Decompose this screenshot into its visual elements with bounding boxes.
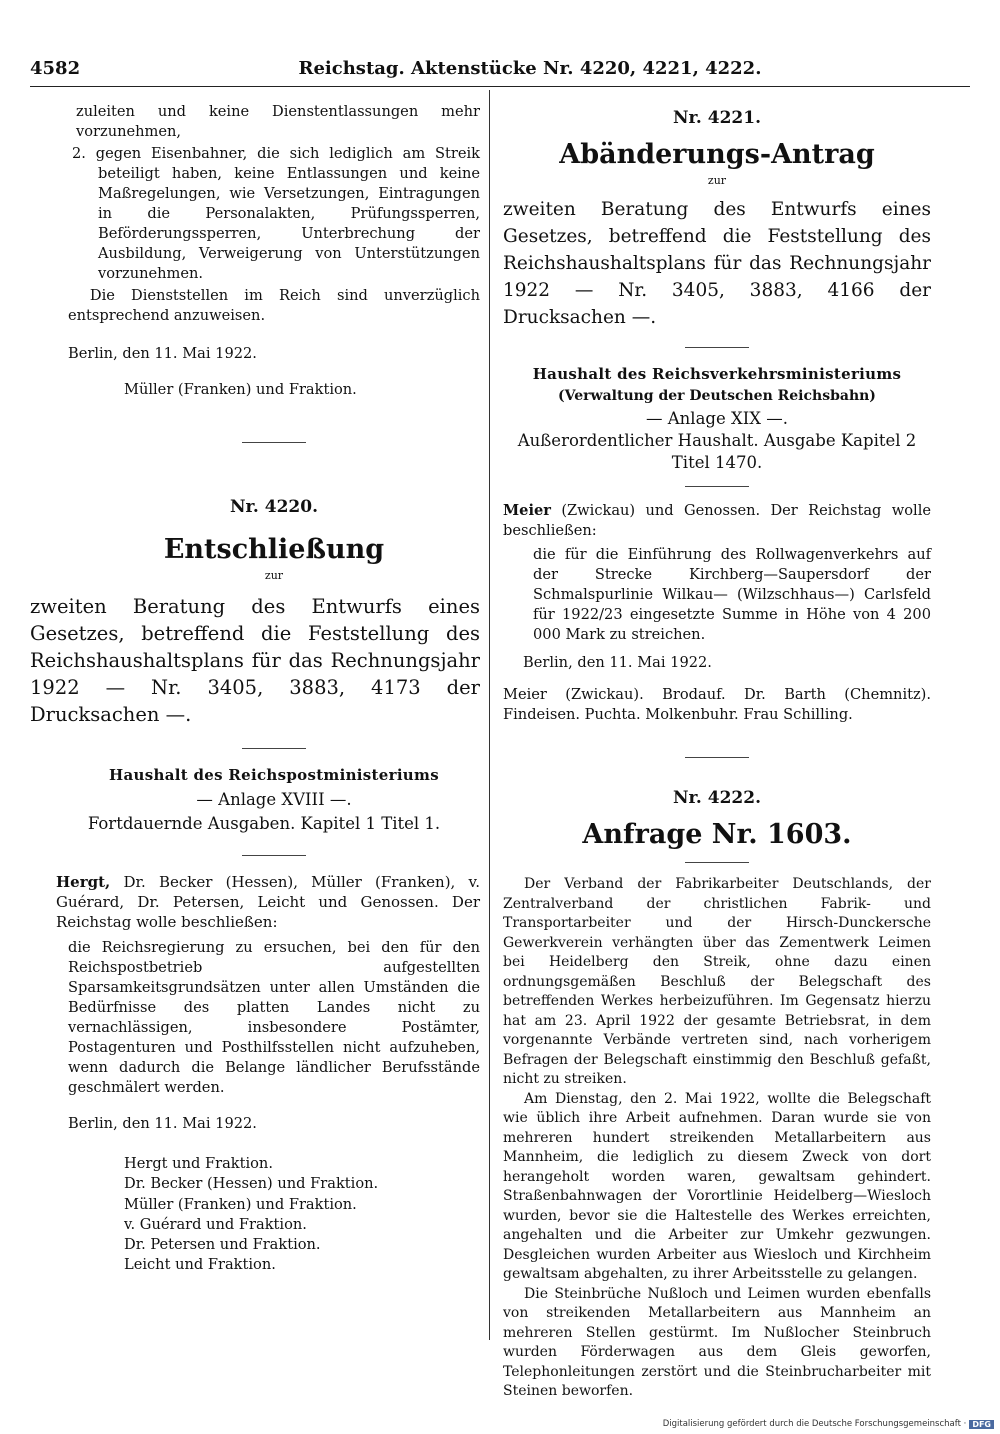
signatories-list bbox=[68, 1154, 480, 1276]
separator-rule bbox=[242, 748, 306, 749]
doc-number: Nr. 4221. bbox=[672, 108, 761, 128]
left-column bbox=[30, 102, 480, 1276]
section-subheading: (Verwaltung der Deutschen Reichsbahn) bbox=[558, 388, 876, 404]
inquiry-paragraph: Der Verband der Fabrikarbeiter Deutschlands, der Zentralverband der christlichen Fabrik- und Transportarbeiter und der Hirsch-Dunckersche Gewerkverein verhängten über das Zementwerk Leimen bei Heidelberg den Streik, ohne dazu einen ordnungsgemäßen Beschluß der Belegschaft des betreffenden Werkes herbeizuführen. Im Gegensatz hierzu hat am 23. April 1922 der gesamte Betriebsrat, in dem vorgenannte Verbände vertreten sind, nach vorherigem Befragen der Belegschaft einstimmig den Beschluß gefaßt, nicht zu streiken. bbox=[503, 876, 931, 1087]
zur-label: zur bbox=[264, 569, 284, 582]
column-rule bbox=[489, 90, 490, 1340]
doc-number: Nr. 4220. bbox=[229, 497, 318, 517]
signatory: Dr. Petersen und Fraktion. bbox=[124, 1236, 321, 1254]
separator-rule bbox=[685, 486, 749, 487]
doc-number: Nr. 4222. bbox=[672, 788, 761, 808]
anlage-label: — Anlage XIX —. bbox=[646, 409, 788, 428]
section-heading: Haushalt des Reichsverkehrsministeriums bbox=[532, 365, 902, 383]
footer-text: Digitalisierung gefördert durch die Deutsche Forschungsgemeinschaft · bbox=[662, 1419, 967, 1429]
page-number: 4582 bbox=[30, 58, 81, 79]
footer-credit bbox=[663, 1419, 994, 1429]
separator-rule bbox=[685, 757, 749, 758]
list-item-2: 2. gegen Eisenbahner, die sich lediglich am Streik beteiligt haben, keine Entlassungen und keine Maßregelungen, wie Versetzungen, Eintragungen in die Personalakten, Prüfungssperren, Beförderungssperren, Unterbrechung der Ausbildung, Verweigerung von Unterstützungen vorzunehmen. bbox=[72, 145, 480, 282]
ausgaben-line: Fortdauernde Ausgaben. Kapitel 1 Titel 1. bbox=[87, 814, 441, 833]
separator-rule bbox=[242, 442, 306, 443]
movers-line bbox=[56, 872, 480, 932]
right-column bbox=[503, 102, 931, 1402]
date-line: Berlin, den 11. Mai 1922. bbox=[523, 654, 712, 671]
running-title: Reichstag. Aktenstücke Nr. 4220, 4221, 4222. bbox=[298, 58, 762, 79]
motion-text: die für die Einführung des Rollwagenverkehrs auf der Strecke Kirchberg—Saupersdorf der Schmalspurlinie Wilkau— (Wilzschhaus—) Carlsfeld für 1922/23 eingesetzte Summe in Höhe von 4 200 000 Mark zu streichen. bbox=[533, 546, 931, 643]
date-line: Berlin, den 11. Mai 1922. bbox=[68, 1115, 257, 1132]
header-rule bbox=[30, 86, 970, 87]
signatory: Hergt und Fraktion. bbox=[124, 1155, 273, 1172]
page-header bbox=[30, 58, 970, 84]
separator-rule bbox=[242, 855, 306, 856]
inquiry-paragraph: Am Dienstag, den 2. Mai 1922, wollte die Belegschaft wie üblich ihre Arbeit aufnehmen. Daran wurde sie von mehreren hundert streikenden Metallarbeitern aus Mannheim, die lediglich zu diesem Zweck von dort herangeholt worden waren, gewaltsam gehindert. Straßenbahnwagen der Vorortlinie Heidelberg—Wiesloch wurden, bevor sie die Haltestelle des Werkes erreichten, angehalten und die Arbeiter zur Umkehr gezwungen. Desgleichen wurden Arbeiter aus Wiesloch und Kirchheim gewaltsam abgehalten, zu ihrer Arbeitsstelle zu gelangen. bbox=[503, 1090, 931, 1282]
separator-rule bbox=[685, 347, 749, 348]
doc-title: Anfrage Nr. 1603. bbox=[582, 819, 852, 850]
dfg-logo: DFG bbox=[969, 1420, 994, 1429]
resolution-text: die Reichsregierung zu ersuchen, bei den für den Reichspostbetrieb aufgestellten Sparsamkeitsgrundsätzen unter allen Umständen die Bedürfnisse des platten Landes nicht zu vernachlässigen, insbesondere Postämter, Postagenturen und Posthilfsstellen nicht aufzuheben, wenn dadurch die Belange ländlicher Berufsstände geschmälert werden. bbox=[68, 939, 480, 1096]
anlage-label: — Anlage XVIII —. bbox=[196, 790, 352, 809]
doc-title: Entschließung bbox=[163, 534, 385, 565]
section-heading: Haushalt des Reichspostministeriums bbox=[109, 766, 439, 784]
movers-rest: (Zwickau) und Genossen. Der Reichstag wolle beschließen: bbox=[503, 502, 932, 539]
zur-label: zur bbox=[707, 174, 727, 187]
movers-lead: Hergt, bbox=[56, 873, 111, 891]
movers-rest: Dr. Becker (Hessen), Müller (Franken), v. Guérard, Dr. Petersen, Leicht und Genossen. Der Reichstag wolle beschließen: bbox=[56, 873, 480, 931]
continued-text: zuleiten und keine Dienstentlassungen mehr vorzunehmen, bbox=[76, 103, 480, 140]
movers-line bbox=[503, 501, 931, 541]
signatory: Dr. Becker (Hessen) und Fraktion. bbox=[124, 1175, 379, 1193]
ausgaben-line: Außerordentlicher Haushalt. Ausgabe Kapitel 2 Titel 1470. bbox=[517, 431, 917, 472]
signatory: Müller (Franken) und Fraktion. bbox=[124, 1195, 357, 1213]
date-line: Berlin, den 11. Mai 1922. bbox=[68, 345, 257, 362]
signatory: v. Guérard und Fraktion. bbox=[124, 1215, 307, 1233]
separator-rule bbox=[685, 862, 749, 863]
inquiry-paragraph: Die Steinbrüche Nußloch und Leimen wurden ebenfalls von streikenden Metallarbeitern aus Mannheim an mehreren Stellen gestürmt. Im Nußlocher Steinbruch wurden Förderwagen aus dem Gleis geworfen, Telephonleitungen zerstört und die Steinbrucharbeiter mit Steinen beworfen. bbox=[503, 1285, 931, 1399]
signature-line: Müller (Franken) und Fraktion. bbox=[124, 381, 357, 398]
signatory: Leicht und Fraktion. bbox=[124, 1256, 276, 1274]
doc-subject: zweiten Beratung des Entwurfs eines Gesetzes, betreffend die Feststellung des Reichshaushaltsplans für das Rechnungsjahr 1922 — Nr. 3405, 3883, 4166 der Drucksachen —. bbox=[503, 199, 931, 328]
doc-subject: zweiten Beratung des Entwurfs eines Gesetzes, betreffend die Feststellung des Reichshaushaltsplans für das Rechnungsjahr 1922 — Nr. 3405, 3883, 4173 der Drucksachen —. bbox=[30, 595, 480, 726]
instruction-text: Die Dienststellen im Reich sind unverzüglich entsprechend anzuweisen. bbox=[68, 287, 480, 324]
signatories-line: Meier (Zwickau). Brodauf. Dr. Barth (Chemnitz). Findeisen. Puchta. Molkenbuhr. Frau Schilling. bbox=[503, 686, 931, 723]
movers-lead: Meier bbox=[503, 502, 551, 519]
doc-title: Abänderungs-Antrag bbox=[559, 139, 875, 170]
